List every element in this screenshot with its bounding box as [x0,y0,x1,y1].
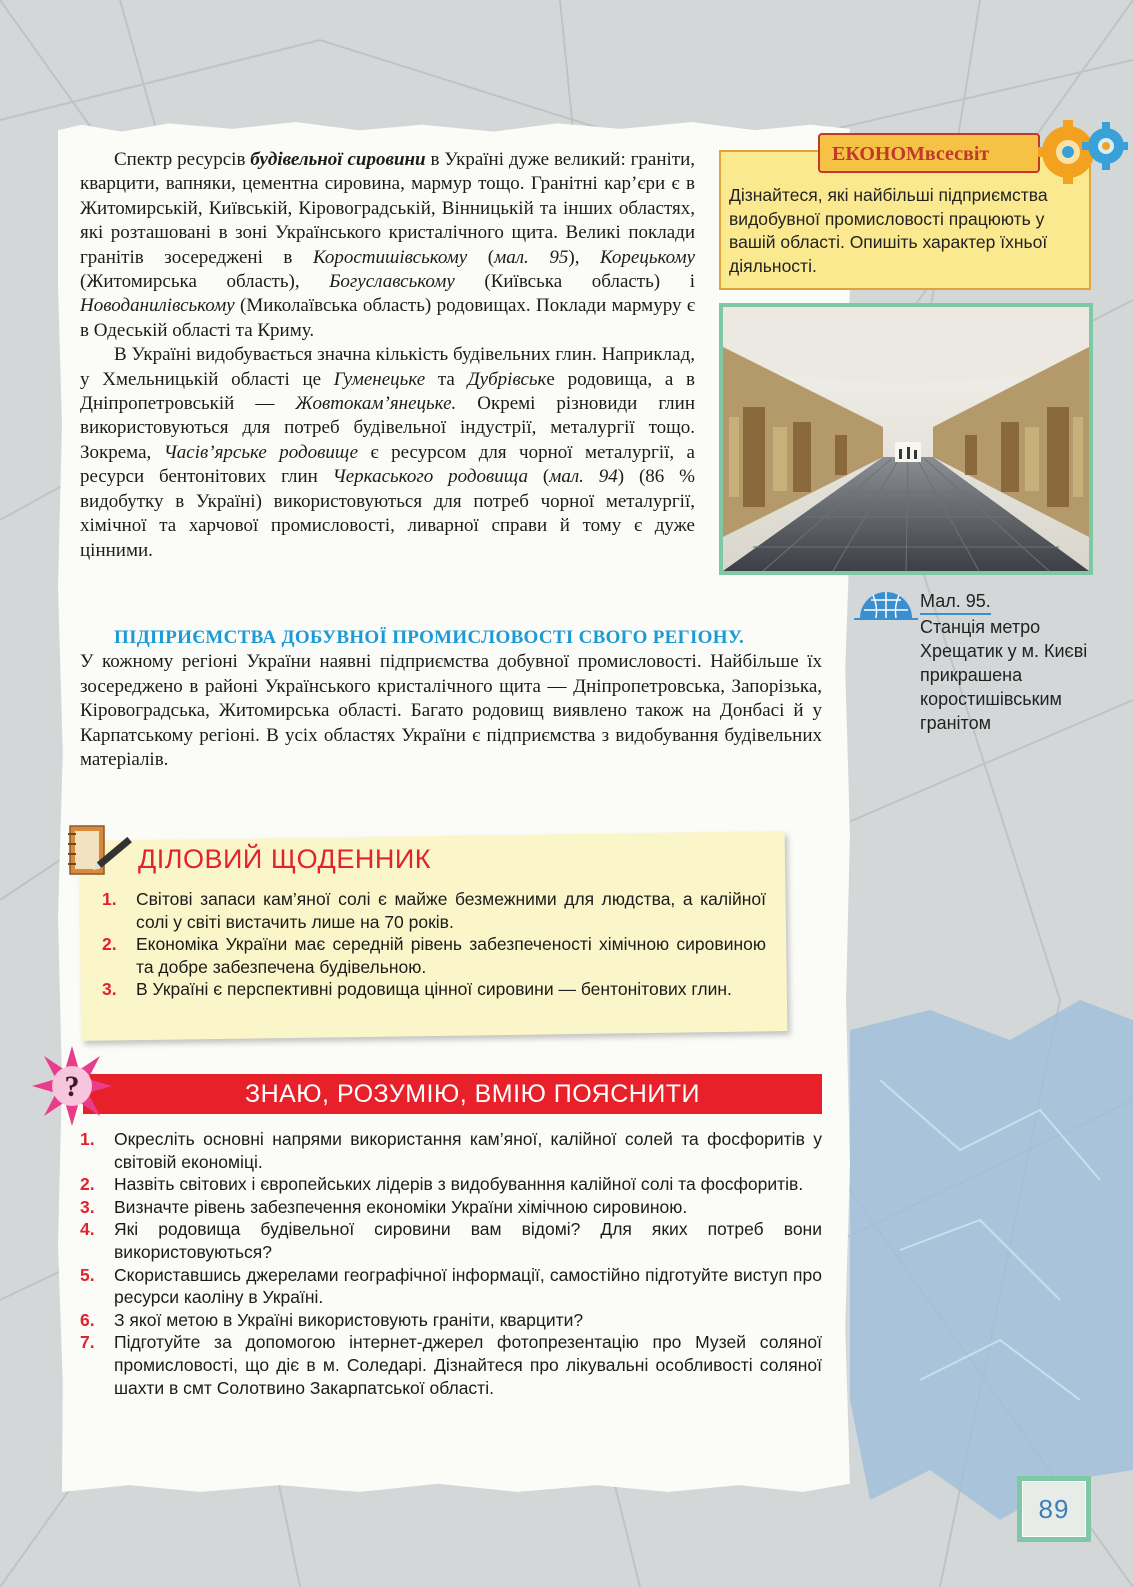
section-heading: ПІДПРИЄМСТВА ДОБУВНОЇ ПРОМИСЛОВОСТІ СВОГО РЕГІОНУ. [114,627,745,648]
emphasis-text: будівельної сировини [250,149,426,170]
caption-text: Станція метро Хрещатик у м. Києві прикрашена коростишівським гранітом [920,617,1088,733]
list-item [80,1264,822,1309]
main-article [80,148,695,563]
item-text: Які родовища будівельної сировини вам відомі? Для яких потреб вони використовуються? [114,1219,822,1262]
question-mark: ? [64,1070,80,1103]
emphasis-text: Черкаського родовища [332,466,529,488]
item-number: 3. [80,1196,95,1217]
emphasis-text: Коростишівському [312,246,468,268]
emphasis-text: мал. 94 [549,466,618,488]
diary-list [102,888,766,1001]
text-run: є ресурсом для чорної металургії, а ресурси бентонітових глин [80,441,695,488]
list-item [80,1218,822,1263]
question-burst-icon [32,1046,112,1126]
item-number: 4. [80,1219,95,1240]
globe-icon [854,586,918,620]
diary-title: ДІЛОВИЙ ЩОДЕННИК [138,844,431,874]
text-run: В Україні видобувається значна кількість будівельних глин. Наприклад, у Хмельницькій області це [80,344,695,390]
econom-label: ЕКОНОМвсесвіт [818,133,1040,173]
text-run: е родовища, а в Дніпропетровській — [80,368,695,415]
list-item [80,1128,822,1173]
list-item [80,1309,822,1332]
emphasis-text: Гуменецьке [333,368,426,390]
list-item [102,978,766,1001]
caption-title: Мал. 95. [920,589,991,615]
questions-title: ЗНАЮ, РОЗУМІЮ, ВМІЮ ПОЯСНИТИ [244,1080,701,1108]
emphasis-text: Дубрівськ [467,368,547,390]
item-number: 1. [80,1129,95,1149]
list-item [80,1196,822,1219]
paragraph-enterprises: У кожному регіоні України наявні підприємства добувної промисловості. Найбільше їх зосереджено в районі Українського кристалічного щита — Дніпропетровська, Запорізька, Кіровоградська, Житомирська області. Багато родовищ виявлено також на Донбасі й у Карпатському регіоні. В усіх областях України є підприємства з видобування будівельних матеріалів. [80,651,822,771]
item-text: В Україні є перспективні родовища цінної сировини — бентонітових глин. [136,979,732,999]
emphasis-text: Богуславському [329,271,455,293]
list-item [80,1331,822,1399]
text-run: ) (86 % видобутку в Україні) використовуються для потреб чорної металургії, хімічної та харчової промисловості, ливарної справи й тому є дуже цінними. [80,466,695,561]
photo-caption [920,589,1100,735]
item-number: 5. [80,1264,95,1285]
item-text: Світові запаси кам’яної солі є майже безмежними для людства, а калійної солі у світі вистачить лише на 70 років. [136,889,766,932]
list-item [102,933,766,978]
paragraph-building-materials [80,148,695,343]
text-run: ), [568,246,601,268]
item-text: Окресліть основні напрями використання кам’яної, калійної солей та фосфоритів у світовій економіці. [114,1129,822,1172]
text-run: ( [467,246,495,268]
item-text: Скориставшись джерелами географічної інформації, самостійно підготуйте виступ про ресурси каоліну в Україні. [114,1264,822,1308]
emphasis-text: Новоданилівському [80,295,235,317]
item-number: 1. [102,889,117,909]
list-item [80,1173,822,1196]
page-number: 89 [1022,1481,1086,1537]
list-item [102,888,766,933]
photo-frame [719,303,1093,575]
notebook-pen-icon [66,822,136,880]
item-number: 7. [80,1332,95,1353]
item-text: Визначте рівень забезпечення економіки України хімічною сировиною. [114,1196,688,1217]
econom-text: Дізнайтеся, які найбільші підприємства видобувної промисловості працюють у вашій області. Опишіть характер їхньої діяльності. [729,185,1048,276]
emphasis-text: Часів’ярське родовище [163,441,359,463]
text-run: (Миколаївська область) родовищах. Поклади мармуру є в Одеській області та Криму. [80,295,695,341]
item-number: 2. [102,934,117,954]
text-run: Окремі різновиди глин використовуються для потреб будівельної індустрії, металургії тощо. Зокрема, [80,393,695,463]
gears-icon [1038,118,1128,184]
section-enterprises [80,626,822,772]
emphasis-text: мал. 95 [494,246,569,268]
text-run: (Житомирська область), [80,271,330,293]
text-run: (Київська область) і [454,271,695,293]
paragraph-clays [80,343,695,563]
emphasis-text: Жовтокам’янецьке. [295,393,457,415]
text-run: та [425,368,468,390]
item-number: 6. [80,1309,95,1330]
text-run: ( [528,466,550,488]
item-number: 2. [80,1174,95,1195]
emphasis-text: Корецькому [600,246,696,268]
text-run: Спектр ресурсів [114,149,251,170]
metro-station-photo [723,307,1089,571]
item-text: З якої метою в Україні використовують граніти, кварцити? [114,1309,584,1330]
item-text: Підготуйте за допомогою інтернет-джерел фотопрезентацію про Музей соляної промисловості, що діє в м. Соледарі. Дізнайтеся про лікувальні особливості соляної шахти в смт Солотвино Закарпатської області. [114,1332,822,1398]
item-text: Назвіть світових і європейських лідерів з видобуванння калійної солі та фосфоритів. [114,1174,804,1195]
text-run: в Україні дуже великий: граніти, кварцити, вапняки, цементна сировина, мармур тощо. Гранітні кар’єри є в Житомирській, Київській, Кіровоградській, Вінницькій та інших областях, які розташовані в зоні Українського кристалічного щита. Великі поклади гранітів зосереджені в [80,149,695,268]
item-text: Економіка України має середній рівень забезпеченості хімічною сировиною та добре забезпечена будівельною. [136,934,766,977]
page-number-box [1017,1476,1091,1542]
questions-list [80,1128,822,1399]
item-number: 3. [102,979,117,999]
